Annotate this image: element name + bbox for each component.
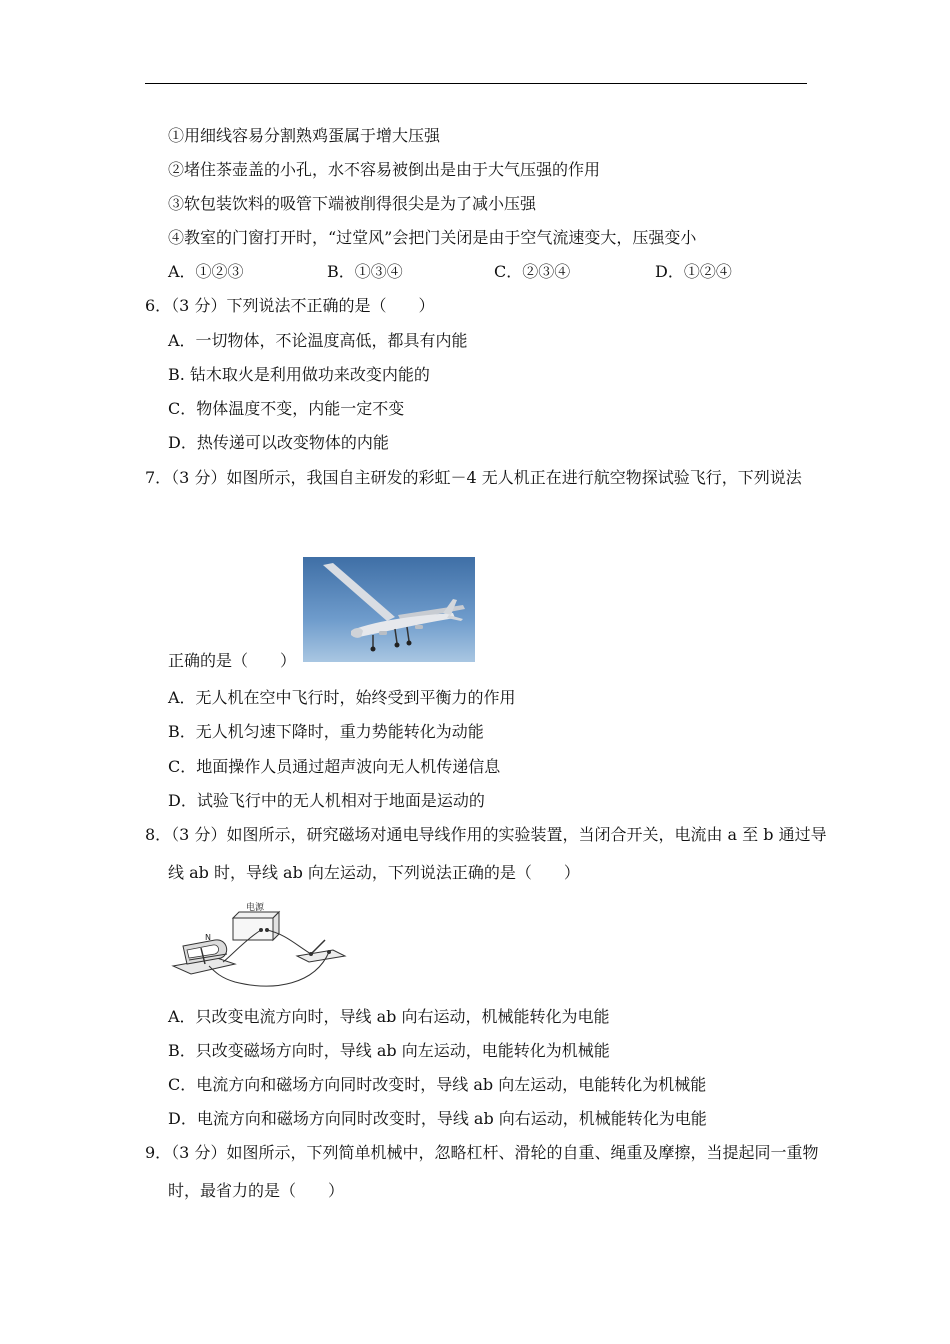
q5-option-d: D．①②④ — [655, 262, 732, 281]
magnetic-force-apparatus — [165, 900, 350, 990]
q8-stem: 8．（3 分）如图所示，研究磁场对通电导线作用的实验装置，当闭合开关，电流由 a 至 b 通过导 — [145, 825, 827, 844]
q5-statement-3: ③软包装饮料的吸管下端被削得很尖是为了减小压强 — [168, 194, 537, 213]
q8-option-c: C．电流方向和磁场方向同时改变时，导线 ab 向左运动，电能转化为机械能 — [168, 1075, 707, 1094]
drone-photo — [303, 557, 475, 662]
q6-stem: 6．（3 分）下列说法不正确的是（ ） — [145, 296, 435, 315]
q7-option-a: A．无人机在空中飞行时，始终受到平衡力的作用 — [168, 688, 516, 707]
magnet-n-label: N — [205, 933, 211, 942]
q5-statement-1: ①用细线容易分割熟鸡蛋属于增大压强 — [168, 126, 441, 145]
q7-option-c: C．地面操作人员通过超声波向无人机传递信息 — [168, 757, 501, 776]
q7-option-d: D．试验飞行中的无人机相对于地面是运动的 — [168, 791, 485, 810]
q5-statement-4: ④教室的门窗打开时，“过堂风”会把门关闭是由于空气流速变大，压强变小 — [168, 228, 697, 247]
q6-option-a: A．一切物体，不论温度高低，都具有内能 — [168, 331, 468, 350]
q5-statement-2: ②堵住茶壶盖的小孔，水不容易被倒出是由于大气压强的作用 — [168, 160, 601, 179]
q7-option-b: B．无人机匀速下降时，重力势能转化为动能 — [168, 722, 484, 741]
q6-option-c: C．物体温度不变，内能一定不变 — [168, 399, 405, 418]
q8-option-a: A．只改变电流方向时，导线 ab 向右运动，机械能转化为电能 — [168, 1007, 610, 1026]
q5-option-a: A．①②③ — [168, 262, 244, 281]
q6-option-d: D．热传递可以改变物体的内能 — [168, 433, 389, 452]
q5-option-c: C．②③④ — [494, 262, 571, 281]
q9-stem: 9．（3 分）如图所示，下列简单机械中，忽略杠杆、滑轮的自重、绳重及摩擦，当提起同一重物 — [145, 1143, 819, 1162]
q8-stem-continued: 线 ab 时，导线 ab 向左运动，下列说法正确的是（ ） — [168, 863, 580, 882]
q5-option-b: B．①③④ — [327, 262, 403, 281]
header-rule — [145, 83, 807, 84]
q7-stem: 7．（3 分）如图所示，我国自主研发的彩虹－4 无人机正在进行航空物探试验飞行，下列说法 — [145, 468, 802, 487]
q9-stem-continued: 时，最省力的是（ ） — [168, 1181, 345, 1200]
q7-stem-continued: 正确的是（ ） — [168, 651, 297, 670]
power-supply-label: 电源 — [246, 903, 265, 913]
q6-option-b: B. 钻木取火是利用做功来改变内能的 — [168, 365, 430, 384]
q8-option-b: B．只改变磁场方向时，导线 ab 向左运动，电能转化为机械能 — [168, 1041, 610, 1060]
q8-option-d: D．电流方向和磁场方向同时改变时，导线 ab 向右运动，机械能转化为电能 — [168, 1109, 707, 1128]
